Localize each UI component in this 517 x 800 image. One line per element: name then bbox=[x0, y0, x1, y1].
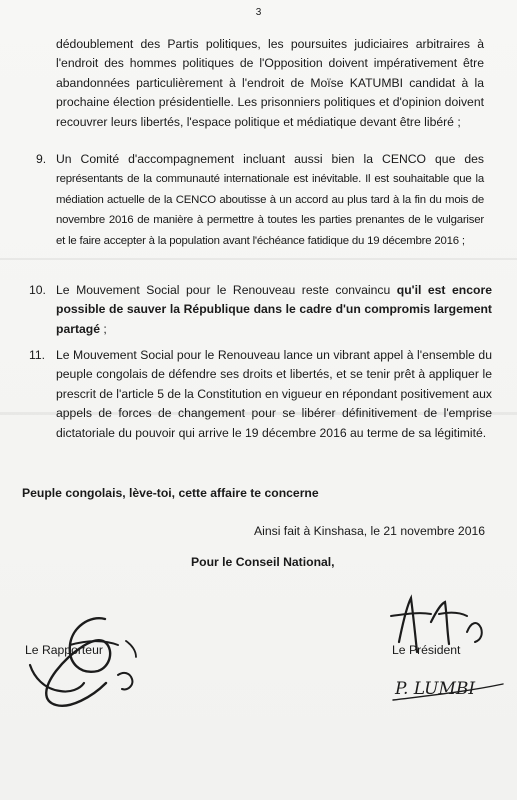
slogan: Peuple congolais, lève-toi, cette affaire te concerne bbox=[22, 486, 319, 500]
council-heading: Pour le Conseil National, bbox=[191, 555, 335, 569]
item-number: 10. bbox=[29, 283, 46, 297]
item-text-part: Un Comité d'accompagnement incluant aussi bien la CENCO que des bbox=[56, 152, 484, 166]
item-number: 9. bbox=[36, 152, 47, 166]
item-text bbox=[56, 281, 492, 339]
president-signature bbox=[385, 592, 513, 712]
rapporteur-label: Le Rapporteur bbox=[25, 643, 103, 657]
item-text-part: ; bbox=[100, 321, 107, 336]
intro-paragraph: dédoublement des Partis politiques, les poursuites judiciaires arbitraires à l'endroit des hommes politiques de l'Opposition doivent impérativement être abandonnées particulièrement à l'endroit de Moïse KATUMBI candidat à la prochaine élection présidentielle. Les prisonniers politiques et d'opinion doivent recouvrer leurs libertés, l'espace politique et médiatique devant être libéré ; bbox=[56, 37, 484, 129]
item-text-bold: qu'il est encore possible de sauver la République dans le cadre d'un compromis largement partagé bbox=[56, 283, 492, 336]
signature-handwriting: P. LUMBI bbox=[395, 679, 476, 699]
item-text-part: représentants de la communauté internationale est inévitable. Il est souhaitable que la médiation actuelle de la CENCO aboutisse à un accord au plus tard à la fin du mois de novembre 2016 de manière à permettre à toutes les parties prenantes de le vulgariser et le faire accepter à la population avant l'échéance fatidique du 19 décembre 2016 ; bbox=[56, 173, 484, 247]
item-text-part: Le Mouvement Social pour le Renouveau reste convaincu bbox=[56, 283, 397, 297]
item-text bbox=[56, 150, 484, 251]
president-label: Le Président bbox=[392, 643, 461, 657]
place-date: Ainsi fait à Kinshasa, le 21 novembre 2016 bbox=[254, 524, 486, 538]
item-number: 11. bbox=[29, 348, 46, 362]
rapporteur-signature bbox=[10, 605, 160, 715]
scan-artifact bbox=[0, 258, 517, 260]
item-text: Le Mouvement Social pour le Renouveau lance un vibrant appel à l'ensemble du peuple congolais de défendre ses droits et libertés, et se tenir prêt à appliquer le prescrit de l'article 5 de la Constitution en vigueur en répondant positivement aux appels de forces de changement pour se libérer définitivement de l'emprise dictatoriale du pouvoir qui arrive le 19 décembre 2016 au terme de sa légitimité. bbox=[56, 348, 492, 440]
page-number: 3 bbox=[255, 7, 262, 18]
